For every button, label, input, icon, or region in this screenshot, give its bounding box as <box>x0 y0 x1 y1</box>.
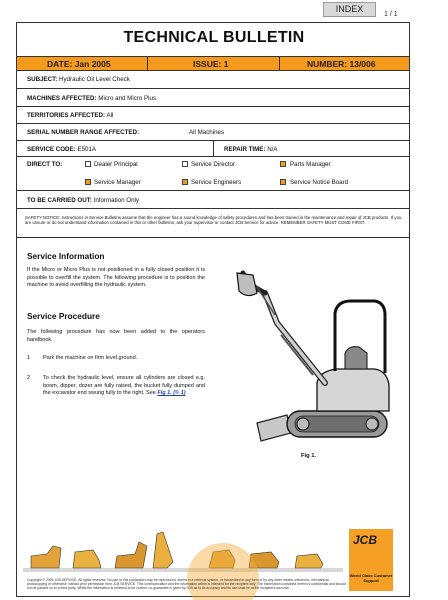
territories-value: All <box>106 112 114 119</box>
page-title: TECHNICAL BULLETIN <box>123 29 305 46</box>
step-1-text: Park the machine on firm level ground. <box>43 355 138 361</box>
bulletin-date: DATE: Jan 2005 <box>47 59 111 69</box>
machines-value: Micro and Micro Plus <box>98 95 157 102</box>
service-manager-label: Service Manager <box>94 179 141 186</box>
excavator-illustration <box>217 253 407 453</box>
service-engineers-checkbox[interactable] <box>182 179 188 185</box>
step-2-text <box>43 375 205 398</box>
service-notice-board-label: Service Notice Board <box>290 179 349 186</box>
safety-notice: SAFETY NOTICE: Instructions in Service Bulletins assume that the engineer has a sound knowledge of safety procedures and has been trained in the maintenance and repair of JCB products. If you are unsure or do not understand information contained in this or other bulletins, ask your supervisor or contact JCB Service for advice. REMEMBER SAFETY MUST COME FIRST. <box>25 215 402 226</box>
subject-label: SUBJECT: <box>27 76 58 83</box>
step-2-body: To check the hydraulic level, ensure all cylinders are closed e.g. boom, dipper, dozer are fully raised, the bucket fully dumped and the excavator end swung fully to the right. See <box>43 375 205 397</box>
step-2-number: 2 <box>27 375 31 381</box>
serial-label: SERIAL NUMBER RANGE AFFECTED: <box>27 129 140 136</box>
service-director-label: Service Director <box>191 161 236 168</box>
service-info-text: If the Micro or Micro Plus is not positioned in a fully closed position it is possible to overfill the system. The following procedure is to position the machine to avoid overfilling the hydraulic system. <box>27 267 205 289</box>
service-director-checkbox[interactable] <box>182 161 188 167</box>
jcb-logo-text: JCB <box>353 533 378 547</box>
bulletin-issue: ISSUE: 1 <box>193 59 229 69</box>
index-button[interactable]: INDEX <box>323 2 376 17</box>
page-number: 1 / 1 <box>384 11 398 18</box>
footer-legal-text: Copyright © 2005 JCB SERVICE. All rights reserved. No part of this publication may be reproduced, stored in a retrieval system, or transmitted in any form or by any other means, electronic, mechanical, photocopying or otherwise, without prior permission from JCB SERVICE. This communication and the information within is intended for the recipient only. The information contained herein is confidential and should not be passed on to a third party. Whilst the information is believed to be correct, no guarantee is given by JCB as to its accuracy and its use shall be at the recipient's own risk. <box>27 578 346 591</box>
machines-label: MACHINES AFFECTED: <box>27 95 97 102</box>
repair-time-value: N/A <box>267 146 278 153</box>
jcb-logo <box>349 529 393 591</box>
header-bar <box>17 56 409 71</box>
dealer-principal-checkbox[interactable] <box>85 161 91 167</box>
figure-caption: Fig 1. <box>301 453 317 459</box>
service-procedure-intro: The following procedure has now been added to the operators handbook. <box>27 329 205 343</box>
serial-value: All Machines <box>189 129 225 136</box>
step-1-number: 1 <box>27 355 31 361</box>
service-code-value: E501A <box>77 146 97 153</box>
fig-1-link[interactable]: Fig 1. (© 1) <box>157 390 186 397</box>
direct-to-label: DIRECT TO: <box>27 161 63 168</box>
territories-label: TERRITORIES AFFECTED: <box>27 112 106 119</box>
dealer-principal-label: Dealer Principal <box>94 161 138 168</box>
service-manager-checkbox[interactable] <box>85 179 91 185</box>
repair-time-label: REPAIR TIME: <box>224 146 266 153</box>
machines-row <box>17 89 409 107</box>
territories-row <box>17 107 409 124</box>
carried-out-value: Information Only <box>93 197 139 204</box>
subject-value: Hydraulic Oil Level Check <box>59 76 130 83</box>
service-info-heading: Service Information <box>27 251 105 261</box>
service-notice-board-checkbox[interactable] <box>280 179 286 185</box>
direct-to-row <box>17 157 409 191</box>
jcb-logo-caption: World Class Customer Support <box>349 573 393 583</box>
parts-manager-label: Parts Manager <box>290 161 331 168</box>
serial-row <box>17 124 409 141</box>
bulletin-number: NUMBER: 13/006 <box>307 59 376 69</box>
service-procedure-heading: Service Procedure <box>27 311 100 321</box>
service-engineers-label: Service Engineers <box>191 179 242 186</box>
carried-out-row <box>17 191 409 209</box>
subject-row <box>17 71 409 89</box>
carried-out-label: TO BE CARRIED OUT: <box>27 197 92 204</box>
bulletin-sheet <box>16 22 410 597</box>
service-code-label: SERVICE CODE: <box>27 146 76 153</box>
machine-lineup-image <box>23 526 343 580</box>
parts-manager-checkbox[interactable] <box>280 161 286 167</box>
